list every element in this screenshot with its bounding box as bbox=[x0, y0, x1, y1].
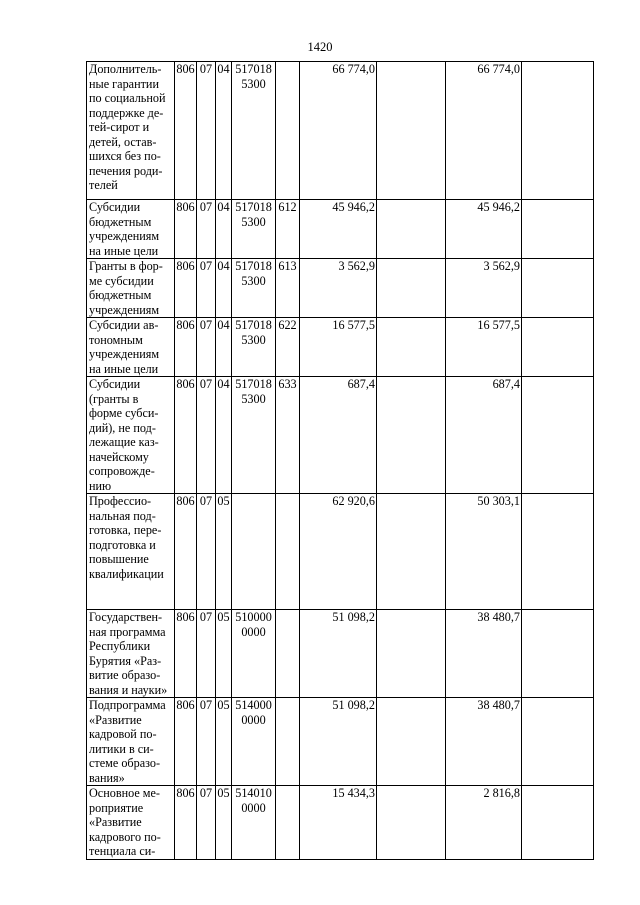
subsection-code-text: 04 bbox=[217, 62, 230, 76]
amount-3-text: 687,4 bbox=[492, 377, 520, 391]
subsection-code-text: 05 bbox=[217, 494, 230, 508]
amount-4 bbox=[522, 494, 594, 610]
target-article-code bbox=[232, 786, 276, 860]
section-code-text: 07 bbox=[199, 786, 213, 800]
section-code-text: 07 bbox=[199, 259, 213, 273]
amount-1-text: 62 920,6 bbox=[332, 494, 375, 508]
subsection-code bbox=[216, 786, 232, 860]
section-code-text: 07 bbox=[199, 610, 213, 624]
section-code bbox=[197, 318, 216, 377]
amount-1 bbox=[300, 610, 377, 698]
table-row bbox=[87, 494, 594, 610]
dept-code bbox=[175, 200, 197, 259]
amount-1-text: 51 098,2 bbox=[332, 698, 375, 712]
table-row bbox=[87, 259, 594, 318]
amount-1 bbox=[300, 62, 377, 200]
amount-3-text: 66 774,0 bbox=[477, 62, 520, 76]
dept-code-text: 806 bbox=[176, 200, 195, 214]
amount-1 bbox=[300, 494, 377, 610]
expense-type-code bbox=[276, 698, 300, 786]
dept-code bbox=[175, 610, 197, 698]
section-code bbox=[197, 786, 216, 860]
row-name-text: Основное ме- роприятие «Развитие кадрового по- тенциала си- bbox=[89, 786, 161, 858]
target-article-code-text: 514000 0000 bbox=[235, 698, 272, 727]
target-article-code-text: 517018 5300 bbox=[235, 318, 272, 347]
row-name-text: Субсидии бюджетным учреждениям на иные цели bbox=[89, 200, 160, 258]
target-article-code bbox=[232, 494, 276, 610]
amount-3 bbox=[446, 786, 522, 860]
expense-type-code bbox=[276, 610, 300, 698]
section-code-text: 07 bbox=[199, 494, 213, 508]
expense-type-code bbox=[276, 200, 300, 259]
amount-1-text: 66 774,0 bbox=[332, 62, 375, 76]
dept-code bbox=[175, 62, 197, 200]
amount-3 bbox=[446, 610, 522, 698]
dept-code-text: 806 bbox=[176, 698, 195, 712]
table-row bbox=[87, 200, 594, 259]
section-code bbox=[197, 610, 216, 698]
subsection-code bbox=[216, 62, 232, 200]
subsection-code bbox=[216, 494, 232, 610]
amount-2 bbox=[377, 786, 446, 860]
target-article-code-text: 517018 5300 bbox=[235, 259, 272, 288]
target-article-code-text: 517018 5300 bbox=[235, 62, 272, 91]
row-name bbox=[87, 62, 175, 200]
amount-3-text: 16 577,5 bbox=[477, 318, 520, 332]
dept-code bbox=[175, 698, 197, 786]
row-name-text: Государствен- ная программа Республики Бурятия «Раз- витие образо- вания и науки» bbox=[89, 610, 168, 697]
dept-code-text: 806 bbox=[176, 62, 195, 76]
amount-2 bbox=[377, 318, 446, 377]
amount-1-text: 16 577,5 bbox=[332, 318, 375, 332]
section-code-text: 07 bbox=[199, 698, 213, 712]
expense-type-code bbox=[276, 259, 300, 318]
expense-type-code bbox=[276, 786, 300, 860]
amount-2 bbox=[377, 610, 446, 698]
subsection-code-text: 04 bbox=[217, 259, 230, 273]
expense-type-code-text: 622 bbox=[278, 318, 297, 332]
amount-1-text: 51 098,2 bbox=[332, 610, 375, 624]
section-code-text: 07 bbox=[199, 200, 213, 214]
amount-3 bbox=[446, 318, 522, 377]
section-code bbox=[197, 494, 216, 610]
amount-2 bbox=[377, 62, 446, 200]
amount-3 bbox=[446, 200, 522, 259]
row-name bbox=[87, 377, 175, 494]
table-row bbox=[87, 318, 594, 377]
expense-type-code bbox=[276, 62, 300, 200]
subsection-code bbox=[216, 377, 232, 494]
table-body bbox=[87, 62, 594, 860]
amount-2 bbox=[377, 259, 446, 318]
subsection-code-text: 04 bbox=[217, 318, 230, 332]
amount-1 bbox=[300, 698, 377, 786]
table-row bbox=[87, 377, 594, 494]
target-article-code-text: 514010 0000 bbox=[235, 786, 272, 815]
target-article-code-text: 510000 0000 bbox=[235, 610, 272, 639]
amount-3-text: 2 816,8 bbox=[483, 786, 520, 800]
amount-4 bbox=[522, 62, 594, 200]
amount-3 bbox=[446, 259, 522, 318]
amount-1-text: 15 434,3 bbox=[332, 786, 375, 800]
table-row bbox=[87, 698, 594, 786]
target-article-code bbox=[232, 698, 276, 786]
amount-1 bbox=[300, 318, 377, 377]
amount-4 bbox=[522, 786, 594, 860]
section-code-text: 07 bbox=[199, 377, 213, 391]
row-name bbox=[87, 610, 175, 698]
subsection-code-text: 04 bbox=[217, 377, 230, 391]
section-code bbox=[197, 259, 216, 318]
amount-3 bbox=[446, 62, 522, 200]
dept-code-text: 806 bbox=[176, 494, 195, 508]
target-article-code bbox=[232, 62, 276, 200]
table-row bbox=[87, 610, 594, 698]
amount-3 bbox=[446, 698, 522, 786]
dept-code bbox=[175, 259, 197, 318]
amount-3-text: 45 946,2 bbox=[477, 200, 520, 214]
amount-1-text: 45 946,2 bbox=[332, 200, 375, 214]
dept-code-text: 806 bbox=[176, 377, 195, 391]
section-code bbox=[197, 62, 216, 200]
row-name bbox=[87, 259, 175, 318]
amount-4 bbox=[522, 318, 594, 377]
row-name bbox=[87, 494, 175, 610]
row-name-text: Дополнитель- ные гарантии по социальной поддержке де- тей-сирот и детей, остав- шихся без по- печения роди- телей bbox=[89, 62, 166, 192]
amount-1 bbox=[300, 200, 377, 259]
row-name-text: Субсидии ав- тономным учреждениям на иные цели bbox=[89, 318, 160, 376]
row-name bbox=[87, 786, 175, 860]
amount-4 bbox=[522, 200, 594, 259]
expense-type-code-text: 612 bbox=[278, 200, 297, 214]
amount-2 bbox=[377, 494, 446, 610]
expense-type-code bbox=[276, 377, 300, 494]
amount-1-text: 687,4 bbox=[347, 377, 375, 391]
amount-4 bbox=[522, 259, 594, 318]
expense-type-code bbox=[276, 318, 300, 377]
subsection-code bbox=[216, 318, 232, 377]
table-row bbox=[87, 62, 594, 200]
subsection-code-text: 05 bbox=[217, 786, 230, 800]
row-name bbox=[87, 318, 175, 377]
amount-2 bbox=[377, 377, 446, 494]
target-article-code bbox=[232, 200, 276, 259]
amount-1 bbox=[300, 786, 377, 860]
expense-type-code-text: 633 bbox=[278, 377, 297, 391]
row-name bbox=[87, 200, 175, 259]
row-name-text: Гранты в фор- ме субсидии бюджетным учреждениям bbox=[89, 259, 163, 317]
target-article-code bbox=[232, 377, 276, 494]
subsection-code bbox=[216, 698, 232, 786]
subsection-code bbox=[216, 259, 232, 318]
amount-4 bbox=[522, 377, 594, 494]
amount-2 bbox=[377, 200, 446, 259]
dept-code-text: 806 bbox=[176, 318, 195, 332]
dept-code-text: 806 bbox=[176, 610, 195, 624]
amount-3-text: 38 480,7 bbox=[477, 698, 520, 712]
subsection-code-text: 05 bbox=[217, 698, 230, 712]
dept-code bbox=[175, 494, 197, 610]
section-code bbox=[197, 698, 216, 786]
row-name bbox=[87, 698, 175, 786]
row-name-text: Субсидии (гранты в форме субси- дий), не под- лежащие каз- начейскому сопровожде- нию bbox=[89, 377, 159, 493]
expense-type-code bbox=[276, 494, 300, 610]
page-number: 1420 bbox=[307, 40, 333, 54]
amount-1 bbox=[300, 259, 377, 318]
amount-1 bbox=[300, 377, 377, 494]
amount-4 bbox=[522, 698, 594, 786]
amount-3 bbox=[446, 494, 522, 610]
dept-code bbox=[175, 377, 197, 494]
amount-3-text: 50 303,1 bbox=[477, 494, 520, 508]
target-article-code-text: 517018 5300 bbox=[235, 377, 272, 406]
budget-table bbox=[86, 61, 594, 860]
dept-code bbox=[175, 318, 197, 377]
section-code-text: 07 bbox=[199, 318, 213, 332]
section-code bbox=[197, 200, 216, 259]
subsection-code bbox=[216, 200, 232, 259]
section-code bbox=[197, 377, 216, 494]
row-name-text: Подпрограмма «Развитие кадровой по- литики в си- стеме образо- вания» bbox=[89, 698, 166, 785]
expense-type-code-text: 613 bbox=[278, 259, 297, 273]
amount-2 bbox=[377, 698, 446, 786]
target-article-code bbox=[232, 610, 276, 698]
subsection-code-text: 04 bbox=[217, 200, 230, 214]
target-article-code bbox=[232, 318, 276, 377]
amount-3 bbox=[446, 377, 522, 494]
dept-code-text: 806 bbox=[176, 259, 195, 273]
section-code-text: 07 bbox=[199, 62, 213, 76]
table-row bbox=[87, 786, 594, 860]
dept-code-text: 806 bbox=[176, 786, 195, 800]
amount-3-text: 38 480,7 bbox=[477, 610, 520, 624]
amount-4 bbox=[522, 610, 594, 698]
target-article-code-text: 517018 5300 bbox=[235, 200, 272, 229]
subsection-code bbox=[216, 610, 232, 698]
amount-3-text: 3 562,9 bbox=[483, 259, 520, 273]
dept-code bbox=[175, 786, 197, 860]
subsection-code-text: 05 bbox=[217, 610, 230, 624]
target-article-code bbox=[232, 259, 276, 318]
amount-1-text: 3 562,9 bbox=[338, 259, 375, 273]
row-name-text: Профессио- нальная под- готовка, пере- подготовка и повышение квалификации bbox=[89, 494, 164, 581]
